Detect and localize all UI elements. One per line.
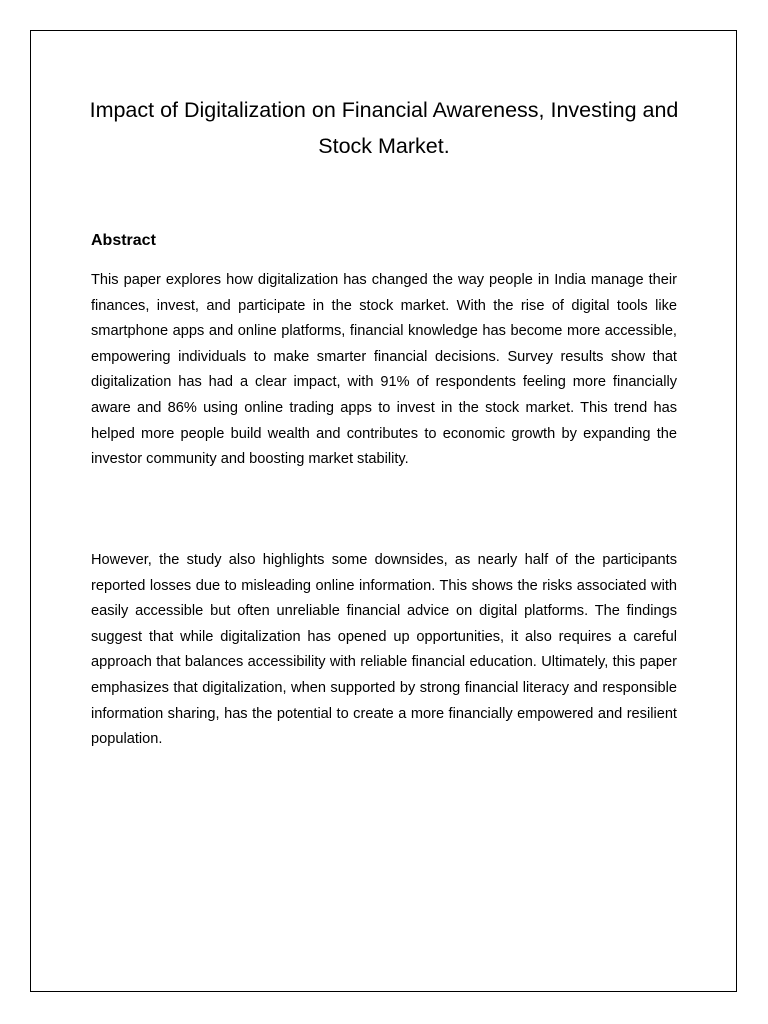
abstract-paragraph-2: However, the study also highlights some downsides, as nearly half of the participants reported losses due to misleading online information. This shows the risks associated with easily accessible but often unreliable financial advice on digital platforms. The findings suggest that while digitalization has opened up opportunities, it also requires a careful approach that balances accessibility with reliable financial education. Ultimately, this paper emphasizes that digitalization, when supported by strong financial literacy and responsible information sharing, has the potential to create a more financially empowered and resilient population. [91, 552, 677, 748]
abstract-heading: Abstract [91, 232, 156, 249]
page-border [30, 30, 737, 992]
document-title: Impact of Digitalization on Financial Awareness, Investing and Stock Market. [89, 98, 679, 158]
abstract-paragraph-1: This paper explores how digitalization has changed the way people in India manage their finances, invest, and participate in the stock market. With the rise of digital tools like smartphone apps and online platforms, financial knowledge has become more accessible, empowering individuals to make smarter financial decisions. Survey results show that digitalization has had a clear impact, with 91% of respondents feeling more financially aware and 86% using online trading apps to invest in the stock market. This trend has helped more people build wealth and contributes to economic growth by expanding the investor community and boosting market stability. [91, 272, 677, 468]
